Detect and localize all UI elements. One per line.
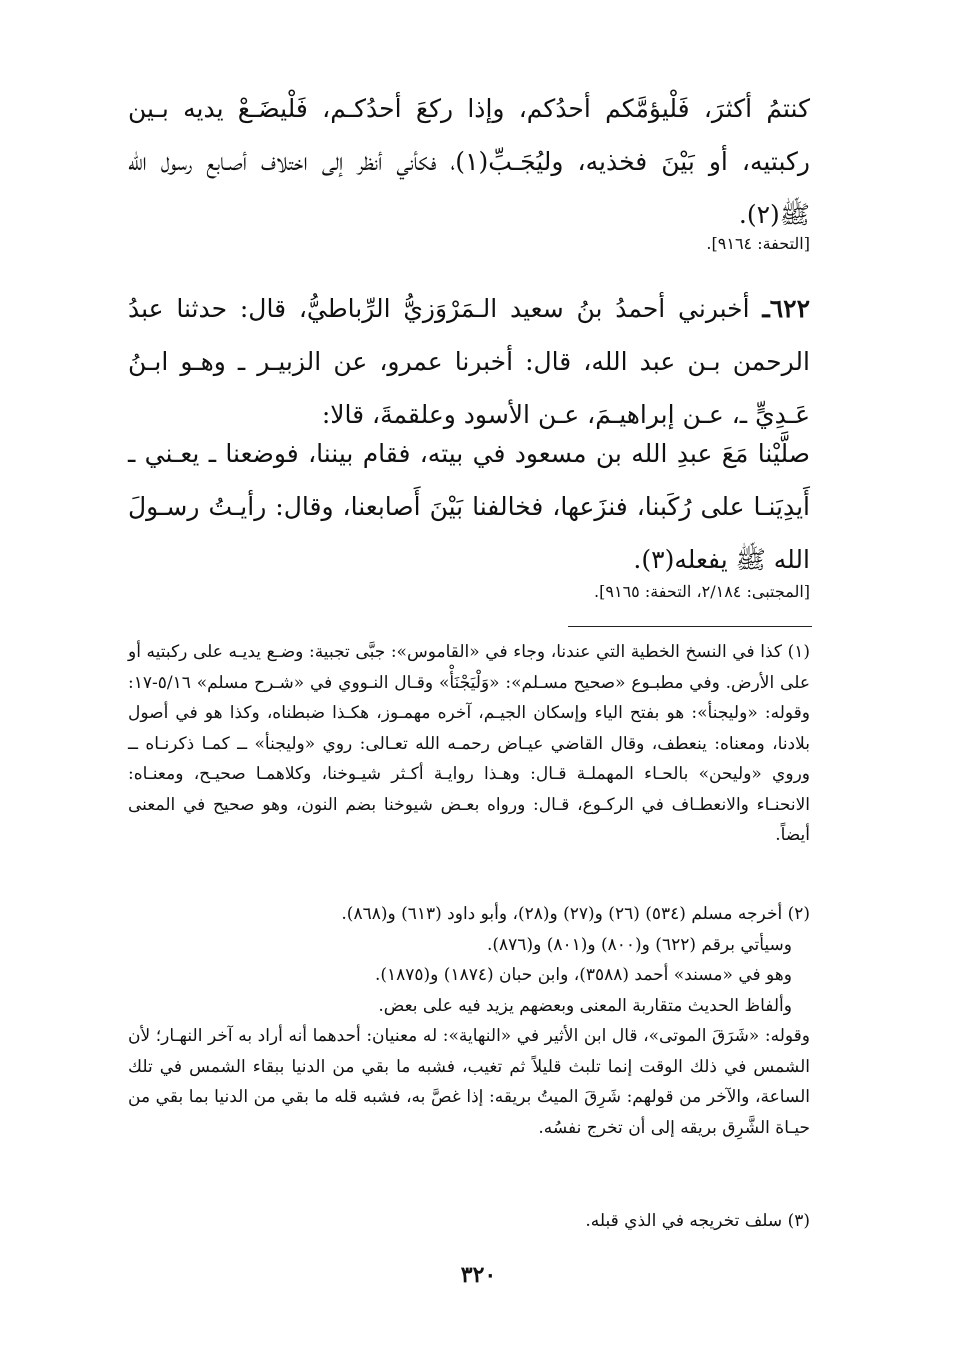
hadith-number: ٦٢٢ـ [762,294,811,323]
page-number: ٣٢٠ [460,1262,497,1288]
isnad-text: أخبرني أحمدُ بنُ سعيد الـمَرْوَزيُّ الرِّباطيُّ، قال: حدثنا عبدُ الرحمن بـن عبد الله، قال: أخبرنا عمرو، عن الزبيـر ـ وهـو ابـنُ عَـدِيٍّ ـ، عـن إبراهيـمَ، عـن الأسود وعلقمةَ، قالا: [128,294,810,429]
hadith-622-matn [128,427,810,586]
footnote-2-line-2: وسيأتي برقم (٦٢٢) و(٨٠٠) و(٨٠١) و(٨٧٦). [487,934,792,955]
footnote-separator [568,626,812,627]
footnote-3: (٣) سلف تخريجه في الذي قبله. [585,1211,810,1231]
reference-mujtaba-tuhfa: [المجتبى: ٢/١٨٤، التحفة: ٩١٦٥]. [594,582,810,601]
reference-tuhfa-9164: [التحفة: ٩١٦٤]. [706,234,810,253]
footnote-2-sharaq-explanation: وقوله: «شَرَقَ الموتى»، قال ابن الأثير في «النهاية»: له معنيان: أحدهما أنه أراد به آخر النهـار؛ لأن الشمس في ذلك الوقت إنما تلبث قليلاً ثم تغيب، فشبه ما بقي من الدنيا ببقاء الشمس في تلك الساعة، والآخر من قولهم: شَرِقَ الميتُ بريقه: إذا غصَّ به، فشبه قله ما بقي من الدنيا بما بقي من حيـاة الشَّرِق بريقه إلى أن تخرج نفسُه. [128,1026,810,1138]
footnote-1: (١) كذا في النسخ الخطية التي عندنا، وجاء في «القاموس»: جبَّى تجبية: وضـع يديـه على ركبتيه أو على الأرض. وفي مطبـوع «صحيح مسـلم»: «وَلْيَجْنَأْ» وقـال النـووي في «شـرح مسلم» ٥/١٦-١٧: وقوله: «وليجنأ»: هو بفتح الياء وإسكان الجيـم، آخره مهمـوز، هكـذا ضبطناه، وكذا هو في أصول بلادنا، ومعناه: ينعطف، وقال القاضي عيـاض رحمـه الله تعـالى: روي «وليجنأ» ــ كمـا ذكرنـاه ــ وروي «وليحن» بالحـاء المهملـة قـال: وهـذا روايـة أكـثر شيـوخنا، وكلاهمـا صحيـح، ومعنـاه: الانحنـاء والانعطـاف في الركـوع، قـال: ورواه بعـض شيوخنا بضم النون، وهو صحيح في المعنى أيضاً. [128,642,810,845]
footnote-2-line-4: وألفاظ الحديث متقاربة المعنى وبعضهم يزيد فيه على بعض. [378,995,792,1016]
paragraph-text: كنتمُ أكثرَ، فَلْيؤمَّكم أحدُكم، وإذا ركعَ أحدُكـم، فَلْيضَـعْ يديه بـين ركبتيه، أو بَيْنَ فخذيه، وليُجَـبِّ(١)، فكأني أنظر إلى اختلاف أصـابع رسول الله ﷺ(٢). [128,94,810,229]
footnote-2 [128,899,810,1143]
footnote-2-line-3: وهو في «مسند» أحمد (٣٥٨٨)، وابن حبان (١٨٧٤) و(١٨٧٥). [374,965,792,985]
hadith-622-chain [128,282,810,441]
footnote-2-line-1: (٢) أخرجه مسلم (٥٣٤) (٢٦) و(٢٧) و(٢٨)، وأبو داود (٦١٣) و(٨٦٨). [341,904,810,924]
hadith-text-continuation [128,82,810,241]
matn-text: صلَّيْنا مَعَ عبدِ الله بن مسعود في بيته، فقام بيننا، فوضعنا ـ يعـني ـ أَيدِيَنـا على رُكَبنا، فنزَعها، فخالفنا بَيْنَ أَصابعنا، وقال: رأيـتُ رسـولَ الله ﷺ يفعله(٣). [128,439,810,574]
